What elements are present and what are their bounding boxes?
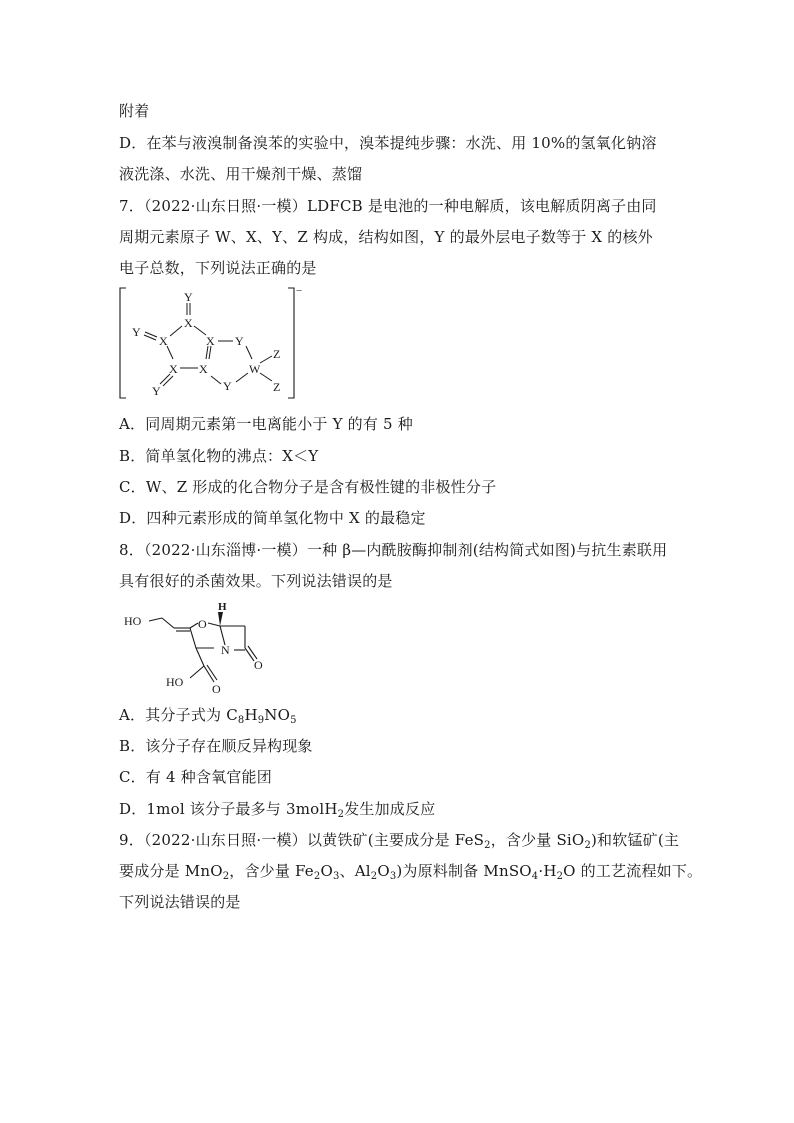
q9-l2-sub-2: 2: [313, 871, 321, 882]
atom-x-left: X: [159, 334, 168, 348]
q8-option-c: C．有 4 种含氧官能团: [119, 768, 272, 786]
q9-stem-line-3: 下列说法错误的是: [119, 893, 241, 911]
q9-l1-b: ，含少量 SiO: [490, 831, 585, 849]
q7-option-d: D．四种元素形成的简单氢化物中 X 的最稳定: [119, 509, 426, 527]
q9-l1-c: )和软锰矿(主: [591, 831, 680, 849]
atom-w: W: [249, 362, 261, 376]
q8-a-no: NO: [264, 706, 291, 724]
q9-l1-sub-1: 2: [484, 840, 491, 851]
q9-l2-b: ，含少量 Fe: [229, 862, 314, 880]
prev-option-d: D．在苯与液溴制备溴苯的实验中，溴苯提纯步骤：水洗、用 10%的氢氧化钠溶: [119, 134, 657, 152]
right-bracket: [288, 288, 294, 398]
q8-stem-line-2: 具有很好的杀菌效果。下列说法错误的是: [119, 572, 393, 590]
q9-l2-sub-6: 4: [531, 871, 539, 882]
q8-a-sub-2: 9: [257, 715, 265, 726]
atom-z-top: Z: [273, 347, 281, 361]
q9-l2-sub-7: 2: [556, 871, 564, 882]
q9-l2-d: 、Al: [339, 862, 371, 880]
q7-option-b: B．简单氢化物的沸点：X＜Y: [119, 447, 319, 465]
q8-option-b: B．该分子存在顺反异构现象: [119, 737, 313, 755]
q7-option-a: A．同周期元素第一电离能小于 Y 的有 5 种: [119, 415, 413, 433]
label-ring-o: O: [198, 617, 207, 631]
q7-option-c: C．W、Z 形成的化合物分子是含有极性键的非极性分子: [119, 478, 497, 496]
label-ho-acid: HO: [166, 675, 184, 689]
atom-z-bottom: Z: [273, 380, 281, 394]
q9-l2-c: O: [320, 862, 333, 880]
q8-structure-figure: [118, 598, 288, 700]
q8-stem-line-1: 8．（2022·山东淄博·一模）一种 β—内酰胺酶抑制剂(结构简式如图)与抗生素联用: [119, 541, 668, 559]
q7-stem-line-1: 7．（2022·山东日照·一模）LDFCB 是电池的一种电解质，该电解质阴离子由同: [119, 197, 657, 215]
q9-l2-sub-5: 3: [389, 871, 397, 882]
q9-l2-e: O: [377, 862, 390, 880]
atom-x-top: X: [184, 316, 193, 330]
q9-l2-sub-4: 2: [370, 871, 378, 882]
q8-d-prefix: D．1mol 该分子最多与 3molH: [119, 800, 338, 818]
atom-y-right: Y: [235, 334, 244, 348]
atom-x-right: X: [206, 334, 215, 348]
charge-label: −: [296, 285, 303, 297]
q7-structure-figure: [118, 284, 308, 404]
q7-stem-line-3: 电子总数，下列说法正确的是: [119, 259, 317, 277]
label-ho-top: HO: [124, 614, 142, 628]
q9-l2-sub-1: 2: [222, 871, 230, 882]
q8-d-suffix: 发生加成反应: [344, 800, 436, 818]
q8-a-sub-3: 5: [290, 715, 297, 726]
q8-d-sub: 2: [337, 809, 345, 820]
wedge-bond: [218, 612, 223, 626]
label-acid-o: O: [212, 682, 221, 696]
atom-y-left: Y: [132, 325, 141, 339]
atom-x-bottom-left: X: [169, 362, 178, 376]
atom-y-bottom: Y: [223, 379, 232, 393]
q9-l2-sub-3: 3: [332, 871, 340, 882]
q9-l1-a: 9．（2022·山东日照·一模）以黄铁矿(主要成分是 FeS: [119, 831, 485, 849]
q9-l2-f: )为原料制备 MnSO: [396, 862, 532, 880]
left-bracket: [120, 288, 126, 398]
label-h: H: [218, 601, 227, 613]
prev-line-1: 附着: [119, 102, 150, 120]
q9-l1-sub-2: 2: [584, 840, 591, 851]
q8-option-a: [119, 705, 297, 731]
atom-x-bottom-middle: X: [199, 362, 208, 376]
q9-l2-a: 要成分是 MnO: [119, 862, 223, 880]
q8-a-sub-1: 8: [237, 715, 245, 726]
q8-a-h: H: [244, 706, 258, 724]
q8-a-prefix: A．其分子式为 C: [119, 706, 238, 724]
label-n: N: [221, 643, 230, 657]
q8-option-d: [119, 799, 435, 825]
atom-y-bottom-left: Y: [152, 384, 161, 398]
q9-l2-g: ·H: [538, 862, 557, 880]
atom-y-top: Y: [184, 290, 193, 304]
prev-option-d-cont: 液洗涤、水洗、用干燥剂干燥、蒸馏: [119, 165, 363, 183]
q9-stem-line-2: [119, 861, 702, 887]
q9-stem-line-1: [119, 830, 679, 856]
q7-stem-line-2: 周期元素原子 W、X、Y、Z 构成，结构如图，Y 的最外层电子数等于 X 的核外: [119, 228, 653, 246]
label-keto-o: O: [254, 658, 263, 672]
q9-l2-h: O 的工艺流程如下。: [563, 862, 703, 880]
